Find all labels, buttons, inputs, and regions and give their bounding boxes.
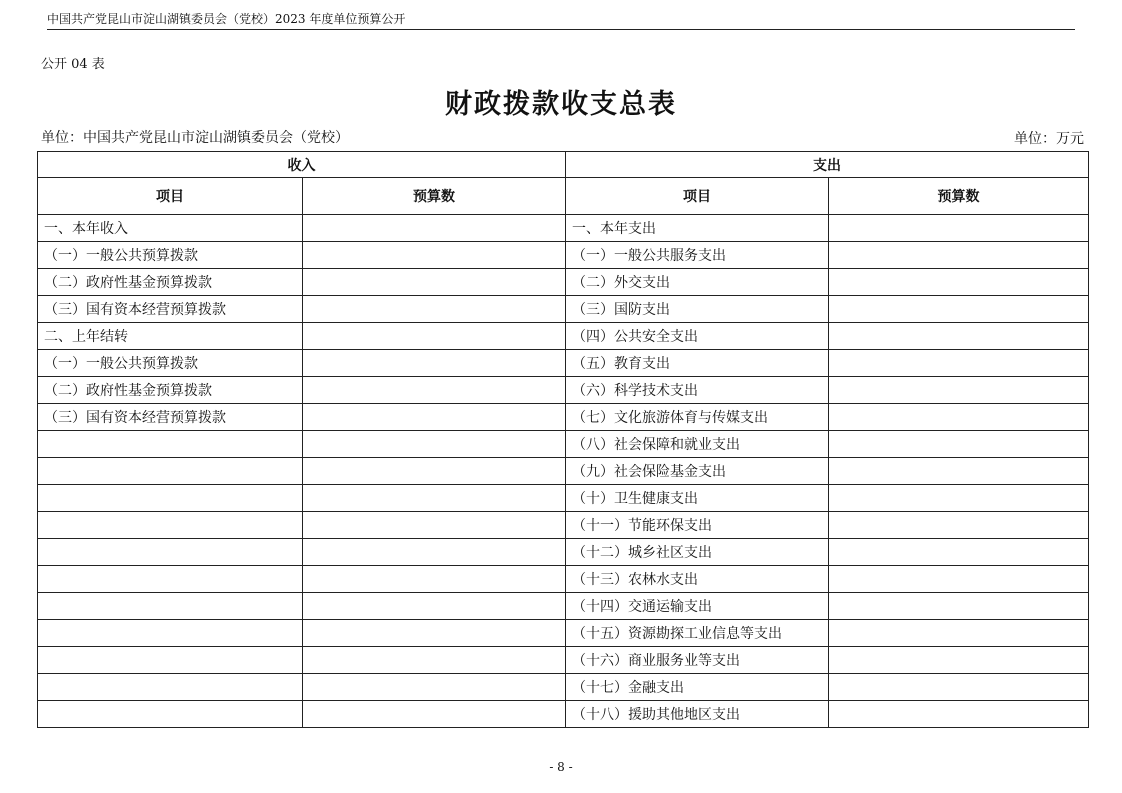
income-item-cell <box>38 674 303 701</box>
unit-org-label: 单位：中国共产党昆山市淀山湖镇委员会（党校） <box>41 130 349 146</box>
expense-budget-cell <box>829 593 1089 620</box>
income-budget-cell <box>303 512 566 539</box>
group-header-row <box>38 152 1089 178</box>
expense-budget-cell <box>829 620 1089 647</box>
expense-item-cell: （一）一般公共服务支出 <box>566 242 829 269</box>
table-row <box>38 566 1089 593</box>
income-budget-cell <box>303 350 566 377</box>
unit-currency-label: 单位：万元 <box>1014 131 1084 147</box>
income-item-cell <box>38 458 303 485</box>
expense-item-cell: （十八）援助其他地区支出 <box>566 701 829 728</box>
table-row <box>38 593 1089 620</box>
table-row <box>38 404 1089 431</box>
expense-budget-cell <box>829 350 1089 377</box>
income-group-header: 收入 <box>38 152 566 178</box>
expense-item-cell: （七）文化旅游体育与传媒支出 <box>566 404 829 431</box>
expense-budget-cell <box>829 404 1089 431</box>
income-budget-cell <box>303 647 566 674</box>
income-budget-cell <box>303 620 566 647</box>
table-row <box>38 350 1089 377</box>
expense-budget-cell <box>829 566 1089 593</box>
income-item-cell <box>38 539 303 566</box>
income-item-cell <box>38 701 303 728</box>
expense-item-cell: （二）外交支出 <box>566 269 829 296</box>
income-budget-cell <box>303 431 566 458</box>
expense-budget-cell <box>829 674 1089 701</box>
income-budget-cell <box>303 323 566 350</box>
expense-item-cell: （十）卫生健康支出 <box>566 485 829 512</box>
income-item-cell <box>38 593 303 620</box>
income-budget-header: 预算数 <box>303 178 566 215</box>
expense-budget-cell <box>829 512 1089 539</box>
income-item-cell: 一、本年收入 <box>38 215 303 242</box>
expense-item-cell: （十七）金融支出 <box>566 674 829 701</box>
income-budget-cell <box>303 215 566 242</box>
expense-item-cell: （三）国防支出 <box>566 296 829 323</box>
expense-item-cell: （十三）农林水支出 <box>566 566 829 593</box>
income-budget-cell <box>303 593 566 620</box>
income-item-cell: （二）政府性基金预算拨款 <box>38 269 303 296</box>
income-budget-cell <box>303 701 566 728</box>
income-item-cell: （一）一般公共预算拨款 <box>38 242 303 269</box>
expense-item-cell: （十五）资源勘探工业信息等支出 <box>566 620 829 647</box>
income-item-cell: 二、上年结转 <box>38 323 303 350</box>
expense-item-header: 项目 <box>566 178 829 215</box>
table-row <box>38 242 1089 269</box>
income-item-cell: （三）国有资本经营预算拨款 <box>38 296 303 323</box>
income-item-cell <box>38 512 303 539</box>
budget-table <box>37 151 1089 728</box>
expense-budget-cell <box>829 485 1089 512</box>
expense-item-cell: （六）科学技术支出 <box>566 377 829 404</box>
expense-item-cell: 一、本年支出 <box>566 215 829 242</box>
table-row <box>38 269 1089 296</box>
income-item-cell <box>38 620 303 647</box>
table-row <box>38 458 1089 485</box>
table-row <box>38 701 1089 728</box>
budget-table-body <box>38 215 1089 728</box>
income-item-cell <box>38 485 303 512</box>
income-budget-cell <box>303 566 566 593</box>
page-title: 财政拨款收支总表 <box>445 89 677 120</box>
income-budget-cell <box>303 296 566 323</box>
expense-budget-header: 预算数 <box>829 178 1089 215</box>
income-budget-cell <box>303 377 566 404</box>
page-number: - 8 - <box>549 760 573 774</box>
expense-budget-cell <box>829 269 1089 296</box>
table-row <box>38 431 1089 458</box>
income-budget-cell <box>303 458 566 485</box>
income-item-cell <box>38 431 303 458</box>
income-item-cell: （二）政府性基金预算拨款 <box>38 377 303 404</box>
expense-budget-cell <box>829 323 1089 350</box>
expense-item-cell: （九）社会保险基金支出 <box>566 458 829 485</box>
table-row <box>38 539 1089 566</box>
income-budget-cell <box>303 485 566 512</box>
expense-budget-cell <box>829 647 1089 674</box>
table-row <box>38 215 1089 242</box>
table-row <box>38 323 1089 350</box>
expense-item-cell: （十二）城乡社区支出 <box>566 539 829 566</box>
income-budget-cell <box>303 242 566 269</box>
expense-item-cell: （四）公共安全支出 <box>566 323 829 350</box>
expense-item-cell: （八）社会保障和就业支出 <box>566 431 829 458</box>
income-budget-cell <box>303 674 566 701</box>
form-number: 公开 04 表 <box>41 57 105 72</box>
table-row <box>38 485 1089 512</box>
column-header-row <box>38 178 1089 215</box>
expense-item-cell: （十六）商业服务业等支出 <box>566 647 829 674</box>
expense-budget-cell <box>829 431 1089 458</box>
expense-budget-cell <box>829 458 1089 485</box>
income-budget-cell <box>303 539 566 566</box>
table-row <box>38 377 1089 404</box>
expense-budget-cell <box>829 539 1089 566</box>
table-row <box>38 647 1089 674</box>
income-item-cell: （三）国有资本经营预算拨款 <box>38 404 303 431</box>
table-row <box>38 296 1089 323</box>
income-item-cell <box>38 566 303 593</box>
expense-item-cell: （十一）节能环保支出 <box>566 512 829 539</box>
table-row <box>38 674 1089 701</box>
expense-budget-cell <box>829 215 1089 242</box>
income-item-cell: （一）一般公共预算拨款 <box>38 350 303 377</box>
income-item-header: 项目 <box>38 178 303 215</box>
income-budget-cell <box>303 269 566 296</box>
running-header-title: 中国共产党昆山市淀山湖镇委员会（党校）2023 年度单位预算公开 <box>47 12 406 26</box>
expense-budget-cell <box>829 377 1089 404</box>
expense-item-cell: （五）教育支出 <box>566 350 829 377</box>
income-budget-cell <box>303 404 566 431</box>
expense-budget-cell <box>829 296 1089 323</box>
table-row <box>38 512 1089 539</box>
expense-budget-cell <box>829 242 1089 269</box>
table-row <box>38 620 1089 647</box>
running-header <box>47 9 1075 30</box>
expense-group-header: 支出 <box>566 152 1089 178</box>
income-item-cell <box>38 647 303 674</box>
expense-item-cell: （十四）交通运输支出 <box>566 593 829 620</box>
expense-budget-cell <box>829 701 1089 728</box>
